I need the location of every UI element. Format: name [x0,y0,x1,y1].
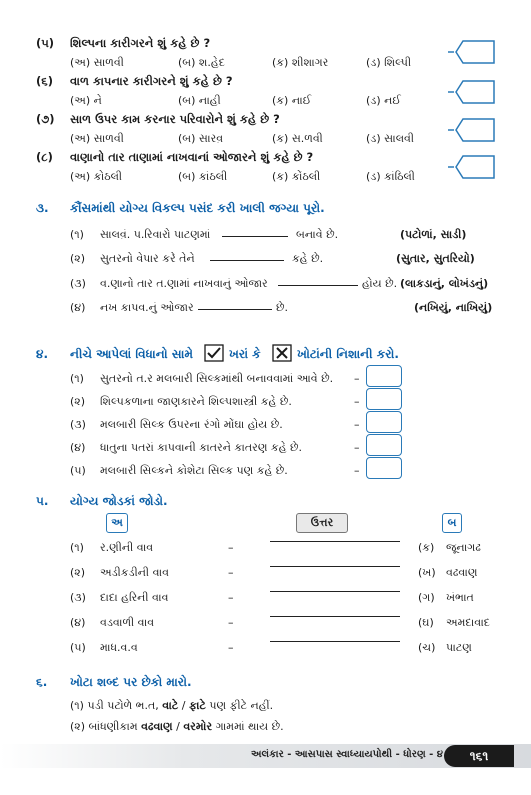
dash: – [354,441,360,454]
left-item-text: દાદા હરિની વાવ [100,591,169,604]
fill-blank[interactable] [198,309,272,310]
column-a-header: અ [106,513,128,533]
question-number: (૫) [36,36,55,50]
strike-item [70,699,273,713]
option-d[interactable]: (ડ) સાલવી [366,132,415,145]
right-item-number: (ક) [418,541,435,554]
answer-line[interactable] [270,641,400,642]
answer-tag-box[interactable] [448,116,496,144]
answer-line[interactable] [270,566,400,567]
right-item-text: અમદાવાદ [446,616,490,629]
section-title: કૌંસમાંથી યોગ્ય વિકલ્પ પસંદ કરી ખાલી જગ્યા પૂરો. [70,201,325,215]
item-text: સાલવ઼ં. પ.રિવારો પાટણમાં [100,228,211,241]
answer-column-header: ઉત્તર [296,513,348,533]
item-text-after: બનાવે છે. [296,228,339,241]
section-number: ૪. [36,347,48,361]
item-number: (૩) [70,277,86,290]
item-number: (૪) [70,301,86,314]
answer-tag-box[interactable] [448,78,496,106]
item-text-after: છે. [276,301,288,314]
left-item-number: (૨) [70,566,86,579]
dash: – [354,418,360,431]
option-b[interactable]: (બ) શ.હેદ [178,56,225,69]
word-choice-1[interactable]: વઢવાણ [141,720,173,733]
option-a[interactable]: (અ) સાળવી [70,132,124,145]
option-a[interactable]: (અ) સાળવી [70,56,124,69]
page-number: ૧૬૧ [444,745,514,767]
item-text: સુતરનો વેપાર કરે તેને [100,252,195,265]
right-item-number: (ખ) [418,566,436,579]
statement-text: મલબારી સિલ્ક ઉપરના રંગો મોંઘા હોય છે. [100,418,283,431]
section-number: ૫. [36,494,49,508]
option-c[interactable]: (ક) નાઈ [272,94,312,107]
statement-text: મલબારી સિલ્કને કોશેટા સિલ્ક પણ કહે છે. [100,464,288,477]
left-item-number: (૧) [70,541,84,554]
separator: / [181,699,186,712]
choices-hint: (નખિયું, નાખિયું) [414,301,493,314]
dash: – [228,591,234,604]
word-choice-2[interactable]: વરમોર [183,720,213,733]
footer-book-title: અલંકાર - આસપાસ સ્વાધ્યાયપોથી - ધોરણ - ૪ [250,749,443,760]
cross-icon [272,344,292,362]
item-number: (૨) [70,395,86,408]
option-d[interactable]: (ડ) નઈ [366,94,401,107]
right-item-number: (ચ) [418,641,436,654]
question-text: સાળ ઉપર કામ કરનાર પરિવારોને શું કહે છે ? [70,112,280,126]
item-text-after: પણ ફીટે નહીં. [209,699,274,712]
left-item-text: અડીકડીની વાવ [100,566,169,579]
left-item-number: (૩) [70,591,86,604]
dash: – [228,566,234,579]
item-number: (૨) [70,720,86,733]
item-text: વ.ણાનો તાર ત.ણામાં નાખવાનું ઓજાર [100,277,268,290]
dash: – [228,541,234,554]
item-number: (૧) [70,699,84,712]
check-icon [204,344,224,362]
answer-tag-box[interactable] [448,153,496,181]
fill-blank[interactable] [210,260,284,261]
strike-item [70,720,284,734]
item-number: (૪) [70,441,86,454]
item-number: (૨) [70,252,86,265]
fill-blank[interactable] [278,285,358,286]
dash: – [354,372,360,385]
fill-blank[interactable] [222,236,288,237]
section-title-part: ખરાં કે [229,347,261,361]
option-d[interactable]: (ડ) શિલ્પી [366,56,412,69]
question-text: શિલ્પના કારીગરને શું કહે છે ? [70,36,211,50]
item-text: પડી પટોળે ભ.ત, [87,699,159,712]
section-title-part: નીચે આપેલાં વિધાનો સામે [70,347,193,361]
right-item-text: ખંભાત [446,591,474,604]
statement-text: સુતરનો ત.ર મલબારી સિલ્કમાંથી બનાવવામાં આવે છે. [100,372,334,385]
choices-hint: (લાકડાનું, લોખંડનું) [400,277,489,290]
item-number: (૫) [70,464,86,477]
dash: – [354,464,360,477]
question-text: વાણાનો તાર તાણામાં નાખવાનાં ઓજારને શું કહે છે ? [70,150,314,164]
item-number: (૩) [70,418,86,431]
answer-box[interactable] [366,365,402,387]
item-text: બાંધણીકામ [88,720,138,733]
section-number: ૬. [36,675,48,689]
item-number: (૧) [70,228,84,241]
section-title-part: ખોટાંની નિશાની કરો. [297,347,399,361]
item-text-after: કહે છે. [292,252,324,265]
answer-box[interactable] [366,434,402,456]
option-b[interactable]: (બ) સારવ઼ [178,132,224,145]
left-item-text: ર.ણીની વાવ [100,541,154,554]
left-item-text: માધ.વ.વ [100,641,138,654]
question-number: (૬) [36,74,53,88]
option-a[interactable]: (અ) ને [70,94,102,107]
dash: – [228,641,234,654]
right-item-text: વઢવાણ [446,566,478,579]
answer-box[interactable] [366,457,402,479]
section-title: યોગ્ય જોડકાં જોડો. [70,494,168,508]
right-item-number: (ઘ) [418,616,434,629]
question-text: વાળ કાપનાર કારીગરને શું કહે છે ? [70,74,233,88]
left-item-number: (૫) [70,641,86,654]
item-text-after: ગામમાં થાય છે. [215,720,284,733]
choices-hint: (પટોળાં, સાડી) [400,228,467,241]
statement-text: ધાતુના પતરાં કાપવાની કાતરને કાતરણ કહે છે. [100,441,303,454]
statement-text: શિલ્પકળાના જાણકારને શિલ્પશાસ્ત્રી કહે છે. [100,395,292,408]
separator: / [176,720,180,733]
column-b-header: બ [442,513,462,533]
question-number: (૭) [36,112,55,126]
option-d[interactable]: (ડ) કાંઠિલી [366,170,415,183]
word-choice-2[interactable]: ફાટે [188,699,206,712]
question-number: (૮) [36,150,53,164]
answer-line[interactable] [270,541,400,542]
left-item-number: (૪) [70,616,86,629]
answer-line[interactable] [270,616,400,617]
choices-hint: (સુતાર, સુતરિયો) [396,252,475,265]
dash: – [228,616,234,629]
option-c[interactable]: (ક) કોંઠલી [272,170,321,183]
answer-tag-box[interactable] [448,38,496,66]
option-a[interactable]: (અ) કોઠલી [70,170,123,183]
answer-box[interactable] [366,388,402,410]
option-b[interactable]: (બ) નાહી [178,94,221,107]
item-text: નખ કાપવ.નું ઓજાર [100,301,194,314]
section-number: ૩. [36,201,49,215]
option-b[interactable]: (બ) કાંઠલી [178,170,228,183]
item-number: (૧) [70,372,84,385]
answer-box[interactable] [366,411,402,433]
word-choice-1[interactable]: વાટે [162,699,179,712]
section-title: ખોટા શબ્દ પર છેકો મારો. [70,675,192,689]
right-item-text: જૂનાગઢ [446,541,481,554]
right-item-text: પાટણ [446,641,472,654]
left-item-text: વડવાળી વાવ [100,616,155,629]
option-c[interactable]: (ક) શીશાગર [272,56,329,69]
right-item-number: (ગ) [418,591,435,604]
option-c[interactable]: (ક) સ.ળવી [272,132,323,145]
dash: – [354,395,360,408]
item-text-after: હોય છે. [362,277,398,290]
answer-line[interactable] [270,591,400,592]
